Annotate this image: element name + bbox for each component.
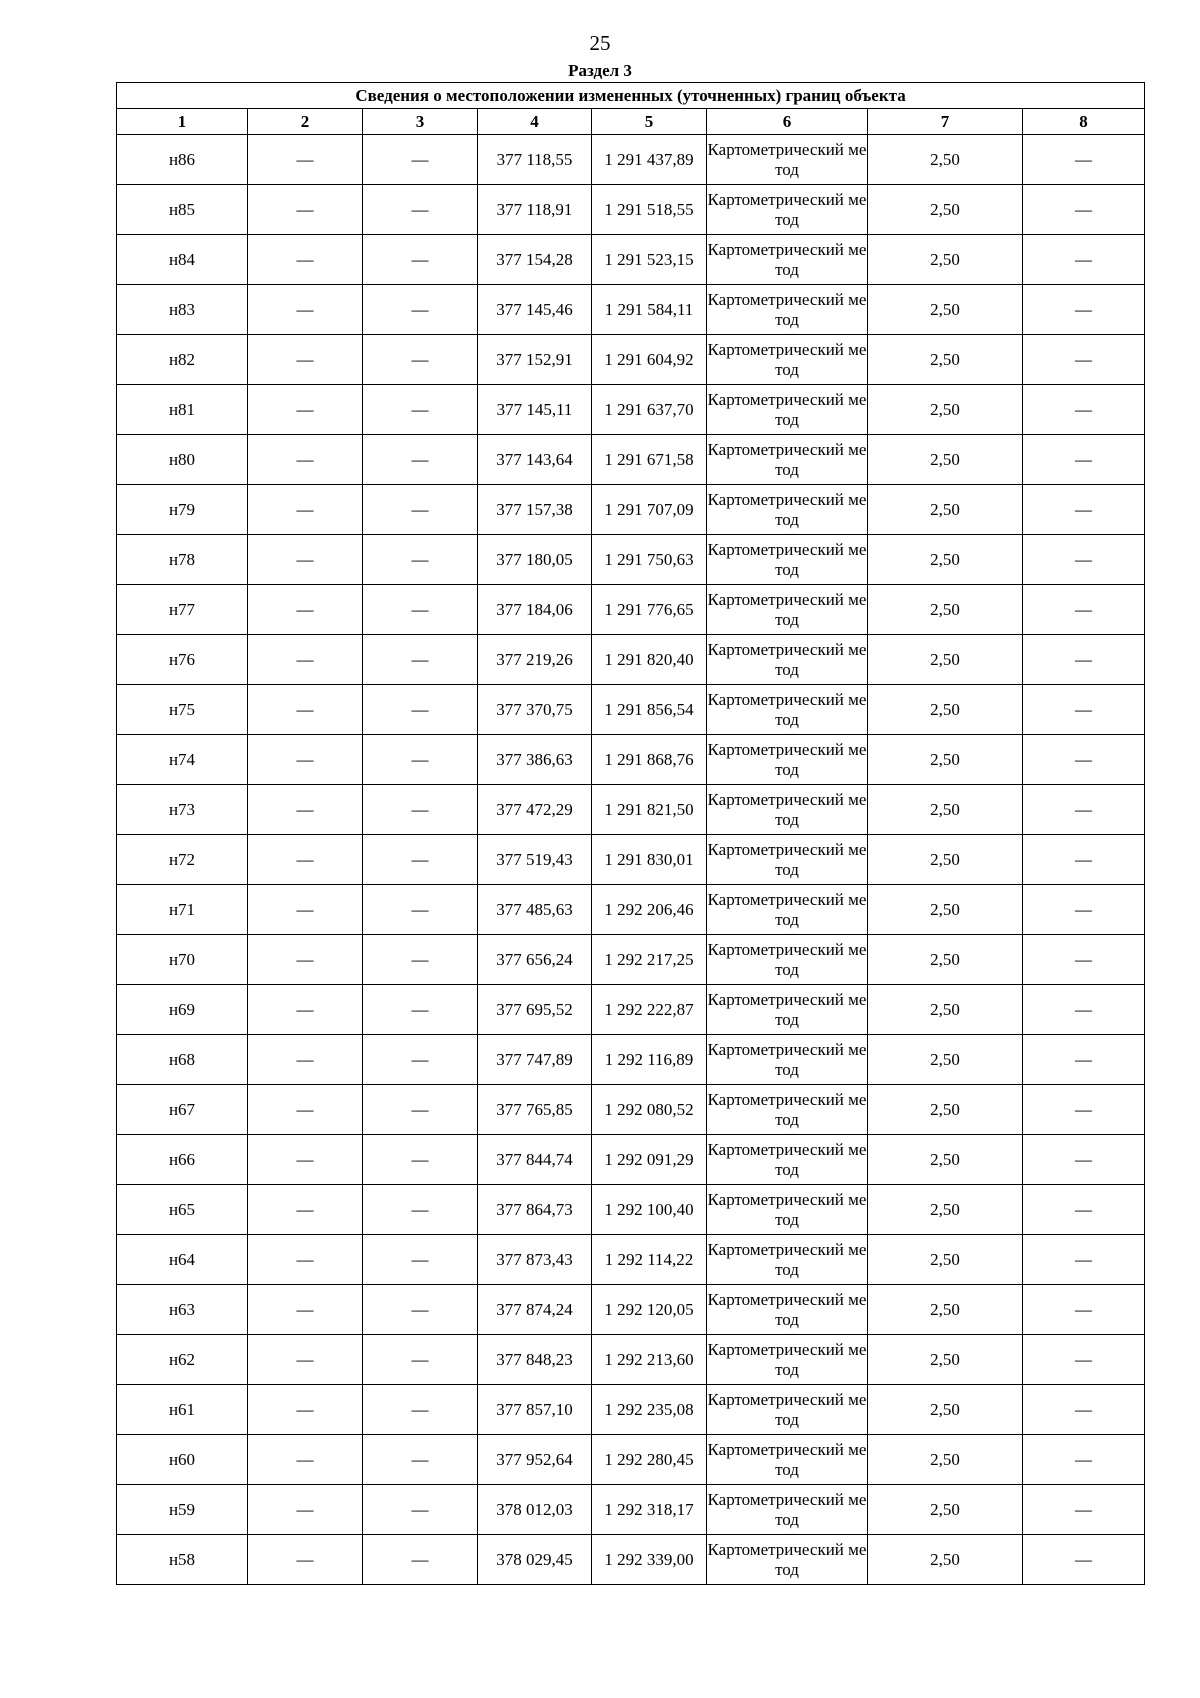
column-header: 4 xyxy=(478,109,592,135)
y-coordinate-cell: 1 292 114,22 xyxy=(592,1235,707,1285)
column-header: 5 xyxy=(592,109,707,135)
method-cell: Картометрический метод xyxy=(707,1335,868,1385)
method-cell: Картометрический метод xyxy=(707,1385,868,1435)
accuracy-cell: 2,50 xyxy=(868,435,1023,485)
empty-dash-cell: — xyxy=(248,1435,363,1485)
table-row xyxy=(117,485,1145,535)
accuracy-cell: 2,50 xyxy=(868,585,1023,635)
method-cell: Картометрический метод xyxy=(707,235,868,285)
x-coordinate-cell: 377 873,43 xyxy=(478,1235,592,1285)
empty-dash-cell: — xyxy=(363,1435,478,1485)
empty-dash-cell: — xyxy=(248,835,363,885)
empty-dash-cell: — xyxy=(248,635,363,685)
method-cell: Картометрический метод xyxy=(707,135,868,185)
empty-dash-cell: — xyxy=(248,1035,363,1085)
x-coordinate-cell: 377 219,26 xyxy=(478,635,592,685)
x-coordinate-cell: 377 848,23 xyxy=(478,1335,592,1385)
accuracy-cell: 2,50 xyxy=(868,285,1023,335)
empty-dash-cell: — xyxy=(363,1135,478,1185)
accuracy-cell: 2,50 xyxy=(868,1385,1023,1435)
point-name-cell: н74 xyxy=(117,735,248,785)
method-cell: Картометрический метод xyxy=(707,335,868,385)
accuracy-cell: 2,50 xyxy=(868,135,1023,185)
method-cell: Картометрический метод xyxy=(707,1035,868,1085)
empty-dash-cell: — xyxy=(363,535,478,585)
x-coordinate-cell: 377 154,28 xyxy=(478,235,592,285)
accuracy-cell: 2,50 xyxy=(868,1035,1023,1085)
table-row xyxy=(117,1235,1145,1285)
table-row xyxy=(117,1335,1145,1385)
empty-dash-cell: — xyxy=(363,185,478,235)
accuracy-cell: 2,50 xyxy=(868,535,1023,585)
accuracy-cell: 2,50 xyxy=(868,1485,1023,1535)
point-name-cell: н71 xyxy=(117,885,248,935)
section-title: Раздел 3 xyxy=(568,61,632,80)
empty-dash-cell: — xyxy=(1023,1535,1145,1585)
point-name-cell: н64 xyxy=(117,1235,248,1285)
y-coordinate-cell: 1 292 217,25 xyxy=(592,935,707,985)
x-coordinate-cell: 377 952,64 xyxy=(478,1435,592,1485)
empty-dash-cell: — xyxy=(248,1485,363,1535)
accuracy-cell: 2,50 xyxy=(868,885,1023,935)
empty-dash-cell: — xyxy=(363,685,478,735)
point-name-cell: н83 xyxy=(117,285,248,335)
empty-dash-cell: — xyxy=(248,285,363,335)
empty-dash-cell: — xyxy=(363,585,478,635)
x-coordinate-cell: 377 152,91 xyxy=(478,335,592,385)
x-coordinate-cell: 378 012,03 xyxy=(478,1485,592,1535)
method-cell: Картометрический метод xyxy=(707,1535,868,1585)
empty-dash-cell: — xyxy=(1023,885,1145,935)
table-row xyxy=(117,935,1145,985)
method-cell: Картометрический метод xyxy=(707,735,868,785)
table-row xyxy=(117,1085,1145,1135)
empty-dash-cell: — xyxy=(248,585,363,635)
point-name-cell: н81 xyxy=(117,385,248,435)
accuracy-cell: 2,50 xyxy=(868,785,1023,835)
x-coordinate-cell: 377 143,64 xyxy=(478,435,592,485)
y-coordinate-cell: 1 291 637,70 xyxy=(592,385,707,435)
column-header: 6 xyxy=(707,109,868,135)
table-row xyxy=(117,985,1145,1035)
x-coordinate-cell: 377 184,06 xyxy=(478,585,592,635)
empty-dash-cell: — xyxy=(363,1335,478,1385)
x-coordinate-cell: 377 695,52 xyxy=(478,985,592,1035)
empty-dash-cell: — xyxy=(248,185,363,235)
empty-dash-cell: — xyxy=(363,1385,478,1435)
accuracy-cell: 2,50 xyxy=(868,1285,1023,1335)
y-coordinate-cell: 1 291 856,54 xyxy=(592,685,707,735)
table-row xyxy=(117,335,1145,385)
y-coordinate-cell: 1 291 604,92 xyxy=(592,335,707,385)
point-name-cell: н86 xyxy=(117,135,248,185)
y-coordinate-cell: 1 291 750,63 xyxy=(592,535,707,585)
empty-dash-cell: — xyxy=(1023,1485,1145,1535)
table-row xyxy=(117,535,1145,585)
x-coordinate-cell: 377 145,46 xyxy=(478,285,592,335)
point-name-cell: н72 xyxy=(117,835,248,885)
empty-dash-cell: — xyxy=(1023,1235,1145,1285)
empty-dash-cell: — xyxy=(363,435,478,485)
empty-dash-cell: — xyxy=(248,935,363,985)
empty-dash-cell: — xyxy=(1023,335,1145,385)
empty-dash-cell: — xyxy=(248,1185,363,1235)
accuracy-cell: 2,50 xyxy=(868,385,1023,435)
empty-dash-cell: — xyxy=(248,1135,363,1185)
empty-dash-cell: — xyxy=(363,785,478,835)
empty-dash-cell: — xyxy=(1023,1185,1145,1235)
method-cell: Картометрический метод xyxy=(707,435,868,485)
y-coordinate-cell: 1 291 776,65 xyxy=(592,585,707,635)
accuracy-cell: 2,50 xyxy=(868,735,1023,785)
x-coordinate-cell: 377 472,29 xyxy=(478,785,592,835)
accuracy-cell: 2,50 xyxy=(868,1535,1023,1585)
table-row xyxy=(117,1135,1145,1185)
point-name-cell: н61 xyxy=(117,1385,248,1435)
column-header: 7 xyxy=(868,109,1023,135)
y-coordinate-cell: 1 292 235,08 xyxy=(592,1385,707,1435)
empty-dash-cell: — xyxy=(363,1235,478,1285)
empty-dash-cell: — xyxy=(1023,1385,1145,1435)
y-coordinate-cell: 1 291 868,76 xyxy=(592,735,707,785)
point-name-cell: н69 xyxy=(117,985,248,1035)
method-cell: Картометрический метод xyxy=(707,1285,868,1335)
x-coordinate-cell: 377 874,24 xyxy=(478,1285,592,1335)
x-coordinate-cell: 377 386,63 xyxy=(478,735,592,785)
accuracy-cell: 2,50 xyxy=(868,1335,1023,1385)
empty-dash-cell: — xyxy=(1023,535,1145,585)
empty-dash-cell: — xyxy=(1023,585,1145,635)
method-cell: Картометрический метод xyxy=(707,635,868,685)
empty-dash-cell: — xyxy=(248,485,363,535)
empty-dash-cell: — xyxy=(248,1335,363,1385)
accuracy-cell: 2,50 xyxy=(868,1235,1023,1285)
empty-dash-cell: — xyxy=(1023,485,1145,535)
y-coordinate-cell: 1 291 830,01 xyxy=(592,835,707,885)
table-row xyxy=(117,585,1145,635)
empty-dash-cell: — xyxy=(1023,1335,1145,1385)
table-row xyxy=(117,435,1145,485)
empty-dash-cell: — xyxy=(363,1185,478,1235)
x-coordinate-cell: 377 180,05 xyxy=(478,535,592,585)
point-name-cell: н62 xyxy=(117,1335,248,1385)
empty-dash-cell: — xyxy=(363,735,478,785)
empty-dash-cell: — xyxy=(363,635,478,685)
method-cell: Картометрический метод xyxy=(707,1135,868,1185)
empty-dash-cell: — xyxy=(248,335,363,385)
empty-dash-cell: — xyxy=(248,535,363,585)
y-coordinate-cell: 1 292 100,40 xyxy=(592,1185,707,1235)
point-name-cell: н77 xyxy=(117,585,248,635)
empty-dash-cell: — xyxy=(363,335,478,385)
point-name-cell: н60 xyxy=(117,1435,248,1485)
table-row xyxy=(117,1385,1145,1435)
table-row xyxy=(117,1035,1145,1085)
column-header: 8 xyxy=(1023,109,1145,135)
x-coordinate-cell: 377 656,24 xyxy=(478,935,592,985)
table-row xyxy=(117,385,1145,435)
empty-dash-cell: — xyxy=(363,1485,478,1535)
y-coordinate-cell: 1 291 707,09 xyxy=(592,485,707,535)
y-coordinate-cell: 1 292 116,89 xyxy=(592,1035,707,1085)
column-header: 1 xyxy=(117,109,248,135)
table-row xyxy=(117,635,1145,685)
method-cell: Картометрический метод xyxy=(707,585,868,635)
table-row xyxy=(117,735,1145,785)
empty-dash-cell: — xyxy=(1023,1135,1145,1185)
point-name-cell: н68 xyxy=(117,1035,248,1085)
point-name-cell: н59 xyxy=(117,1485,248,1535)
accuracy-cell: 2,50 xyxy=(868,985,1023,1035)
empty-dash-cell: — xyxy=(363,985,478,1035)
empty-dash-cell: — xyxy=(1023,185,1145,235)
x-coordinate-cell: 377 485,63 xyxy=(478,885,592,935)
point-name-cell: н79 xyxy=(117,485,248,535)
table-caption-row xyxy=(117,83,1145,109)
y-coordinate-cell: 1 291 671,58 xyxy=(592,435,707,485)
method-cell: Картометрический метод xyxy=(707,1185,868,1235)
column-header: 3 xyxy=(363,109,478,135)
accuracy-cell: 2,50 xyxy=(868,1085,1023,1135)
method-cell: Картометрический метод xyxy=(707,685,868,735)
table-row xyxy=(117,785,1145,835)
method-cell: Картометрический метод xyxy=(707,285,868,335)
y-coordinate-cell: 1 292 222,87 xyxy=(592,985,707,1035)
empty-dash-cell: — xyxy=(1023,235,1145,285)
empty-dash-cell: — xyxy=(1023,835,1145,885)
y-coordinate-cell: 1 291 584,11 xyxy=(592,285,707,335)
accuracy-cell: 2,50 xyxy=(868,835,1023,885)
empty-dash-cell: — xyxy=(1023,735,1145,785)
y-coordinate-cell: 1 292 318,17 xyxy=(592,1485,707,1535)
empty-dash-cell: — xyxy=(363,1285,478,1335)
x-coordinate-cell: 377 747,89 xyxy=(478,1035,592,1085)
table-row xyxy=(117,185,1145,235)
x-coordinate-cell: 378 029,45 xyxy=(478,1535,592,1585)
table-row xyxy=(117,135,1145,185)
empty-dash-cell: — xyxy=(1023,135,1145,185)
point-name-cell: н58 xyxy=(117,1535,248,1585)
method-cell: Картометрический метод xyxy=(707,785,868,835)
method-cell: Картометрический метод xyxy=(707,1485,868,1535)
accuracy-cell: 2,50 xyxy=(868,935,1023,985)
empty-dash-cell: — xyxy=(1023,785,1145,835)
table-row xyxy=(117,1535,1145,1585)
point-name-cell: н82 xyxy=(117,335,248,385)
empty-dash-cell: — xyxy=(1023,1435,1145,1485)
method-cell: Картометрический метод xyxy=(707,1435,868,1485)
point-name-cell: н76 xyxy=(117,635,248,685)
table-caption: Сведения о местоположении измененных (уточненных) границ объекта xyxy=(117,83,1145,109)
empty-dash-cell: — xyxy=(1023,1035,1145,1085)
empty-dash-cell: — xyxy=(1023,935,1145,985)
empty-dash-cell: — xyxy=(248,985,363,1035)
empty-dash-cell: — xyxy=(1023,635,1145,685)
x-coordinate-cell: 377 857,10 xyxy=(478,1385,592,1435)
method-cell: Картометрический метод xyxy=(707,985,868,1035)
column-number-row xyxy=(117,109,1145,135)
empty-dash-cell: — xyxy=(248,1385,363,1435)
accuracy-cell: 2,50 xyxy=(868,1185,1023,1235)
empty-dash-cell: — xyxy=(363,1085,478,1135)
method-cell: Картометрический метод xyxy=(707,535,868,585)
point-name-cell: н80 xyxy=(117,435,248,485)
point-name-cell: н78 xyxy=(117,535,248,585)
x-coordinate-cell: 377 519,43 xyxy=(478,835,592,885)
table-row xyxy=(117,1185,1145,1235)
empty-dash-cell: — xyxy=(248,1285,363,1335)
x-coordinate-cell: 377 145,11 xyxy=(478,385,592,435)
table-row xyxy=(117,1485,1145,1535)
method-cell: Картометрический метод xyxy=(707,1235,868,1285)
point-name-cell: н66 xyxy=(117,1135,248,1185)
method-cell: Картометрический метод xyxy=(707,935,868,985)
empty-dash-cell: — xyxy=(248,1085,363,1135)
accuracy-cell: 2,50 xyxy=(868,1435,1023,1485)
y-coordinate-cell: 1 291 437,89 xyxy=(592,135,707,185)
x-coordinate-cell: 377 118,55 xyxy=(478,135,592,185)
accuracy-cell: 2,50 xyxy=(868,185,1023,235)
table-row xyxy=(117,1435,1145,1485)
empty-dash-cell: — xyxy=(363,385,478,435)
table-row xyxy=(117,685,1145,735)
empty-dash-cell: — xyxy=(363,485,478,535)
y-coordinate-cell: 1 292 213,60 xyxy=(592,1335,707,1385)
method-cell: Картометрический метод xyxy=(707,185,868,235)
empty-dash-cell: — xyxy=(248,735,363,785)
method-cell: Картометрический метод xyxy=(707,485,868,535)
x-coordinate-cell: 377 370,75 xyxy=(478,685,592,735)
empty-dash-cell: — xyxy=(248,385,363,435)
y-coordinate-cell: 1 292 280,45 xyxy=(592,1435,707,1485)
empty-dash-cell: — xyxy=(248,785,363,835)
table-row xyxy=(117,285,1145,335)
point-name-cell: н75 xyxy=(117,685,248,735)
x-coordinate-cell: 377 844,74 xyxy=(478,1135,592,1185)
table-row xyxy=(117,885,1145,935)
accuracy-cell: 2,50 xyxy=(868,685,1023,735)
table-row xyxy=(117,235,1145,285)
empty-dash-cell: — xyxy=(363,135,478,185)
method-cell: Картометрический метод xyxy=(707,835,868,885)
empty-dash-cell: — xyxy=(248,885,363,935)
empty-dash-cell: — xyxy=(363,885,478,935)
empty-dash-cell: — xyxy=(1023,1285,1145,1335)
y-coordinate-cell: 1 291 820,40 xyxy=(592,635,707,685)
x-coordinate-cell: 377 157,38 xyxy=(478,485,592,535)
accuracy-cell: 2,50 xyxy=(868,485,1023,535)
page-number: 25 xyxy=(589,31,611,55)
point-name-cell: н65 xyxy=(117,1185,248,1235)
empty-dash-cell: — xyxy=(363,835,478,885)
empty-dash-cell: — xyxy=(1023,435,1145,485)
point-name-cell: н85 xyxy=(117,185,248,235)
y-coordinate-cell: 1 292 080,52 xyxy=(592,1085,707,1135)
y-coordinate-cell: 1 292 206,46 xyxy=(592,885,707,935)
empty-dash-cell: — xyxy=(1023,385,1145,435)
empty-dash-cell: — xyxy=(363,935,478,985)
empty-dash-cell: — xyxy=(363,285,478,335)
method-cell: Картометрический метод xyxy=(707,1085,868,1135)
point-name-cell: н84 xyxy=(117,235,248,285)
accuracy-cell: 2,50 xyxy=(868,1135,1023,1185)
boundary-coordinates-table xyxy=(116,82,1145,1585)
method-cell: Картометрический метод xyxy=(707,885,868,935)
y-coordinate-cell: 1 291 821,50 xyxy=(592,785,707,835)
y-coordinate-cell: 1 291 523,15 xyxy=(592,235,707,285)
empty-dash-cell: — xyxy=(248,1235,363,1285)
accuracy-cell: 2,50 xyxy=(868,335,1023,385)
x-coordinate-cell: 377 118,91 xyxy=(478,185,592,235)
point-name-cell: н73 xyxy=(117,785,248,835)
empty-dash-cell: — xyxy=(248,435,363,485)
x-coordinate-cell: 377 864,73 xyxy=(478,1185,592,1235)
accuracy-cell: 2,50 xyxy=(868,635,1023,685)
empty-dash-cell: — xyxy=(1023,1085,1145,1135)
table-row xyxy=(117,835,1145,885)
column-header: 2 xyxy=(248,109,363,135)
empty-dash-cell: — xyxy=(363,235,478,285)
point-name-cell: н63 xyxy=(117,1285,248,1335)
y-coordinate-cell: 1 292 091,29 xyxy=(592,1135,707,1185)
y-coordinate-cell: 1 292 339,00 xyxy=(592,1535,707,1585)
empty-dash-cell: — xyxy=(1023,285,1145,335)
empty-dash-cell: — xyxy=(248,1535,363,1585)
method-cell: Картометрический метод xyxy=(707,385,868,435)
empty-dash-cell: — xyxy=(248,235,363,285)
accuracy-cell: 2,50 xyxy=(868,235,1023,285)
y-coordinate-cell: 1 291 518,55 xyxy=(592,185,707,235)
empty-dash-cell: — xyxy=(363,1535,478,1585)
x-coordinate-cell: 377 765,85 xyxy=(478,1085,592,1135)
table-row xyxy=(117,1285,1145,1335)
empty-dash-cell: — xyxy=(1023,985,1145,1035)
point-name-cell: н70 xyxy=(117,935,248,985)
empty-dash-cell: — xyxy=(248,135,363,185)
empty-dash-cell: — xyxy=(248,685,363,735)
empty-dash-cell: — xyxy=(363,1035,478,1085)
point-name-cell: н67 xyxy=(117,1085,248,1135)
empty-dash-cell: — xyxy=(1023,685,1145,735)
y-coordinate-cell: 1 292 120,05 xyxy=(592,1285,707,1335)
